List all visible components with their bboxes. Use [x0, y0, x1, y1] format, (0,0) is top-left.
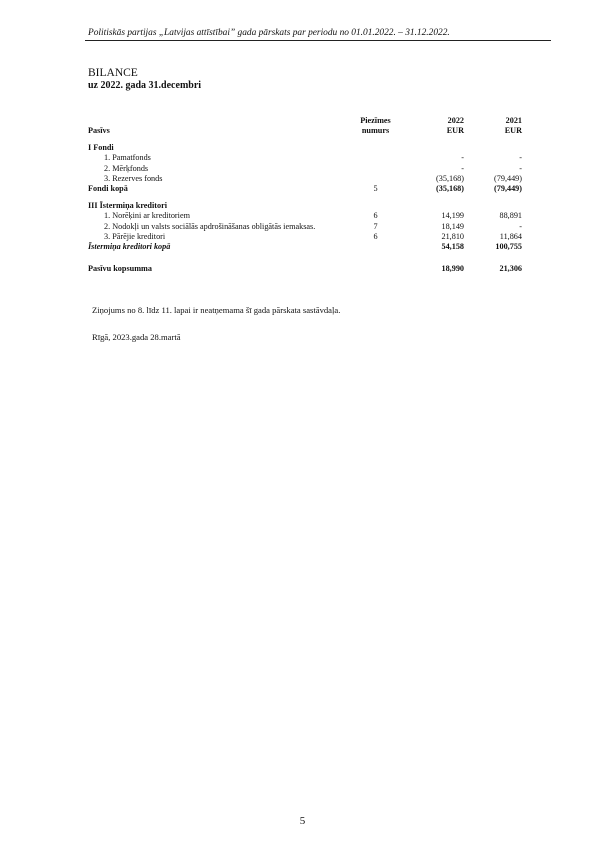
table-row: [88, 153, 522, 163]
column-header-note-line1: Piezīmes: [360, 116, 391, 125]
row-note: 6: [373, 211, 378, 221]
table-header-row: [88, 116, 522, 137]
row-value-2022: -: [461, 153, 464, 163]
grand-total-2021: 21,306: [499, 263, 522, 273]
grand-total-row: [88, 264, 522, 274]
row-value-2021: -: [519, 221, 522, 231]
report-note: Ziņojums no 8. līdz 11. lapai ir neatņemama šī gada pārskata sastāvdaļa.: [92, 305, 341, 315]
creditors-total-note: [343, 242, 408, 252]
grand-total-note: [343, 264, 408, 274]
column-header-2022-currency: EUR: [446, 126, 464, 136]
table-row: [88, 222, 522, 232]
page-title: BILANCE: [88, 67, 138, 79]
row-label: 2. Mērķfonds: [104, 163, 149, 173]
column-header-note-line2: numurs: [361, 126, 390, 136]
page-subtitle: uz 2022. gada 31.decembri: [88, 80, 202, 91]
row-label: 1. Norēķini ar kreditoriem: [104, 211, 190, 221]
funds-heading: I Fondi: [88, 142, 114, 152]
section-heading-funds: [88, 143, 522, 153]
row-note: [343, 174, 408, 184]
funds-total-2021: (79,449): [494, 184, 522, 194]
column-header-2021: [464, 116, 522, 137]
page-number: 5: [299, 815, 306, 827]
row-value-2022: 14,199: [441, 211, 464, 221]
grand-total-2022: 18,990: [441, 263, 464, 273]
row-label: 3. Pārējie kreditori: [104, 232, 166, 242]
creditors-total-row: [88, 242, 522, 252]
table-row: [88, 232, 522, 242]
row-label: 1. Pamatfonds: [104, 153, 151, 163]
row-note: [343, 164, 408, 174]
row-value-2021: (79,449): [494, 174, 522, 184]
grand-total-label: Pasīvu kopsumma: [88, 263, 152, 273]
funds-total-row: [88, 184, 522, 194]
row-value-2021: -: [519, 163, 522, 173]
column-header-2021-currency: EUR: [504, 126, 522, 136]
balance-table: [88, 116, 522, 274]
row-value-2021: -: [519, 153, 522, 163]
row-note: 7: [373, 221, 378, 231]
header-divider: [85, 40, 551, 41]
table-row: [88, 211, 522, 221]
row-label: 3. Rezerves fonds: [104, 174, 163, 184]
row-value-2021: 11,864: [499, 232, 522, 242]
funds-total-2022: (35,168): [436, 184, 464, 194]
column-header-2021-year: 2021: [505, 116, 522, 125]
creditors-heading: III Īstermiņa kreditori: [88, 200, 167, 210]
table-row: [88, 164, 522, 174]
row-value-2022: 18,149: [441, 221, 464, 231]
document-header: Politiskās partijas „Latvijas attīstībai” gada pārskats par periodu no 01.01.2022. – 31.12.2022.: [88, 28, 450, 38]
row-value-2022: -: [461, 163, 464, 173]
creditors-total-2022: 54,158: [441, 242, 464, 252]
section-heading-creditors: [88, 201, 522, 211]
row-value-2022: (35,168): [436, 174, 464, 184]
row-value-2022: 21,810: [441, 232, 464, 242]
row-value-2021: 88,891: [499, 211, 522, 221]
column-header-2022: [408, 116, 464, 137]
table-row: [88, 174, 522, 184]
funds-total-label: Fondi kopā: [88, 184, 128, 194]
row-note: 6: [373, 232, 378, 242]
creditors-total-2021: 100,755: [495, 242, 522, 252]
column-header-2022-year: 2022: [447, 116, 464, 125]
creditors-total-label: Īstermiņa kreditori kopā: [88, 242, 171, 252]
place-and-date: Rīgā, 2023.gada 28.martā: [92, 332, 181, 342]
row-note: [343, 153, 408, 163]
column-header-note: [343, 116, 408, 137]
funds-total-note: 5: [373, 184, 378, 194]
column-header-label: Pasīvs: [88, 126, 110, 136]
row-label: 2. Nodokļi un valsts sociālās apdrošināšanas obligātās iemaksas.: [104, 221, 316, 231]
